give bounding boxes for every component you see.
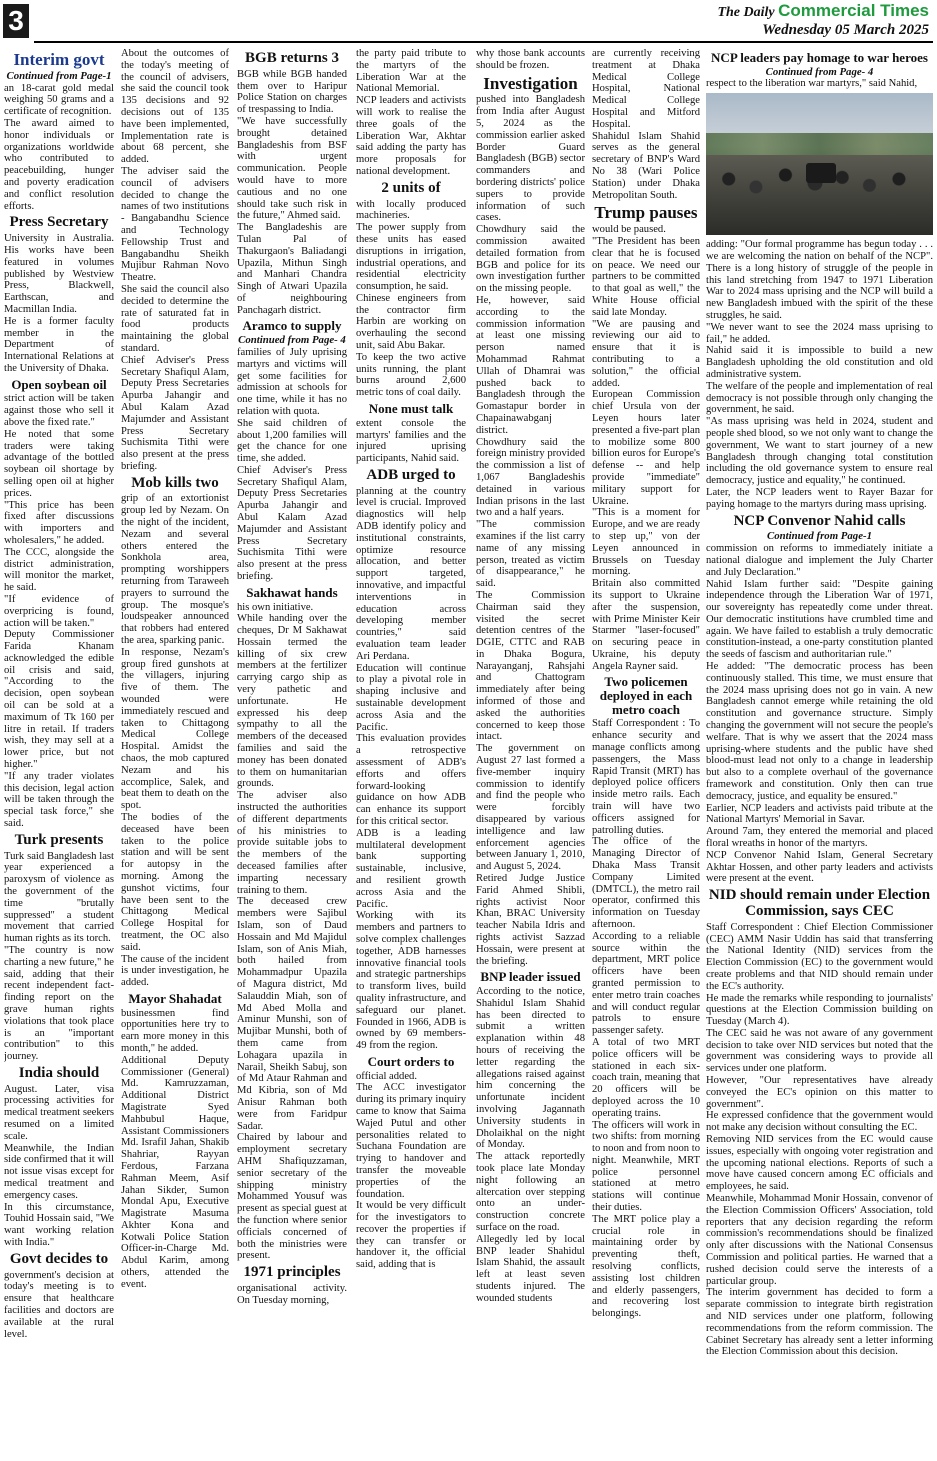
headline-aramco-to-supply: Aramco to supply [242, 318, 342, 334]
paragraph: The power supply from these units has eased disruptions in irrigation, industrial operations, and residential electricity consumption, he said. [356, 222, 466, 293]
paragraph: BGB while BGB handed them over to Haripur Police Station on charges of trespassing to India. [237, 68, 347, 116]
paragraph: Nahid said it is impossible to build a new Bangladesh upholding the old constitution and old administrative system. [706, 345, 933, 380]
paragraph: Britain also committed its support to Ukraine after the suspension, with Prime Minister Keir Starmer "laser-focused" on securing peace in Ukraine, his deputy Angela Rayner said. [592, 578, 700, 672]
paragraph: She said children of about 1,200 families will get the chance for one time, she added. [237, 417, 347, 465]
paragraph: respect to the liberation war martyrs," said Nahid, [706, 78, 918, 90]
paragraph: grip of an extortionist group led by Nezam. On the night of the incident, Nezam and several others entered the Sonkhola area, prompting worshippers returning from Taraweeh prayers to surround the group. The mosque's loudspeaker announced that robbers had entered the area, sparking panic. [121, 493, 229, 646]
headline-govt-decides-to: Govt decides to [9, 1250, 109, 1267]
paragraph: The deceased crew members were Sajibul Islam, son of Daud Hossain and Md Majidul Islam, son of Anis Miah, both hailed from Mohammadpur Upazila of Magura district, Md Salauddin Miah, son of Md Abed Molla and Aminur Munshi, son of Mujibar Munshi, both of them came from Lohagara upazila in Narail, Sheikh Sabuj, son of Md Ataur Rahman and Md Kibria, son of Md Anisur Rahman both were from Faridpur Sadar. [237, 896, 347, 1132]
continued-note: Continued from Page-1 [6, 69, 112, 82]
paragraph: According to the notice, Shahidul Islam Shahid has been directed to submit a written explanation within 48 hours of receiving the letter regarding the allegations raised against him concerning the unfortunate incident involving Jagannath University students in Dholaikhal on the night of Monday. [476, 986, 585, 1151]
paragraph: He added: "The democratic process has been continuously stalled. This time, we must ensure that the 2024 mass uprising does not go in vain. A new Bangladesh cannot emerge while retaining the old constitution and governance structure. Simply changing the government will not secure the people's welfare. That is why we assert that the 2024 mass uprising-where students and the public have shed blood-must lead not only to a change in leadership but also to a complete overhaul of the governance framework and constitution. Only then can true democracy, justice, and equality be ensured." [706, 661, 933, 802]
headline-ncp-convenor-nahid-calls: NCP Convenor Nahid calls [733, 512, 906, 529]
paragraph: Staff Correspondent : To enhance security and manage conflicts among passengers, the Mass Rapid Transit (MRT) has deployed police officers inside metro rails. Each train will have two officers assigned for patrolling duties. [592, 718, 700, 836]
paragraph: commission on reforms to immediately initiate a national dialogue and implement the July Charter and July Declaration." [706, 543, 933, 578]
brand-prefix: The Daily [717, 5, 779, 20]
paragraph: According to a reliable source within the department, MRT police officers have been granted permission to enter metro train coaches and will conduct regular patrols to ensure passenger safety. [592, 930, 700, 1037]
paragraph: Chief Adviser's Press Secretary Shafiqul Alam, Deputy Press Secretaries Apurba Jahangir and Abul Kalam Azad Majumder and Assistant Press Secretary Suchismita Tithi were also present at the press briefing. [237, 464, 347, 583]
paragraph: "As mass uprising was held in 2024, student and people shed blood, so we not only want to change the government, We want to start journey of a new Bangladesh through changing total constitution including the old governance system to ensure real democracy, justice and equality," he continued. [706, 416, 933, 487]
header-rule [34, 41, 933, 43]
paragraph: organisational activity. On Tuesday morning, [237, 1282, 347, 1306]
ncp-leaders-press-photo [706, 93, 933, 235]
paragraph: Deputy Commissioner Farida Khanam acknowledged the edible oil crisis and said, "According to the decision, open soybean oil can be sold at a maximum of Tk 160 per litre in retail. If traders wish, they may sell at a lower price, but not higher." [4, 629, 114, 771]
paragraph: The cause of the incident is under investigation, he added. [121, 953, 229, 989]
paragraph: Chinese engineers from the contractor firm Harbin are working on overhauling the second unit, said Abu Bakar. [356, 292, 466, 352]
headline-mayor-shahadat: Mayor Shahadat [128, 990, 222, 1006]
paragraph: Later, the NCP leaders went to Rayer Bazar for paying homage to the martyrs during mass uprising. [706, 486, 933, 510]
headline-mob-kills-two: Mob kills two [131, 474, 219, 491]
paragraph: While handing over the cheques, Dr M Sakhawat Hossain termed the killing of six crew members at the fertilizer carrying cargo ship as very pathetic and unfortunate. He expressed his deep sympathy to all the members of the deceased families and said the money has been donated to them on humanitarian grounds. [237, 613, 347, 790]
microphone-icon [806, 163, 836, 183]
paragraph: Nahid Islam further said: "Despite gaining independence through the Liberation War of 1971, our sovereignty has repeatedly come under threat. Our democratic institutions have crumbled time and again. We have failed to establish a truly democratic constitution-instead, a one-party constitution planted the seeds of fascism and authoritarian rule." [706, 578, 933, 661]
paragraph: Chief Adviser's Press Secretary Shafiqul Alam, Deputy Press Secretaries Apurba Jahangir and Abul Kalam Azad Majumder and Assistant Press Secretary Suchismita Tithi were also present at the press briefing. [121, 354, 229, 472]
headline-two-policemen-deployed: Two policemen deployed in each metro coach [599, 674, 693, 717]
paragraph: Around 7am, they entered the memorial and placed floral wreaths in honor of the martyrs. [706, 826, 933, 850]
paragraph: In response, Nezam's group fired gunshots at the villagers, injuring five of them. The wounded were immediately rescued and taken to Chittagong Medical College Hospital. Amidst the chaos, the mob captured Nezam and his accomplice, Salek, and beat them to death on the spot. [121, 646, 229, 812]
paragraph: the party paid tribute to the martyrs of the Liberation War at the National Memorial. [356, 48, 466, 95]
paragraph: Removing NID services from the EC would cause issues, especially with ongoing voter registration and the upcoming national elections. Reports of such a move have caused concern among EC officials and employees, he said. [706, 1134, 933, 1193]
paragraph: Allegedly led by local BNP leader Shahidul Islam Shahid, the assault left at least seven students injured. The wounded students [476, 1233, 585, 1304]
paragraph: "The President has been clear that he is focused on peace. We need our partners to be committed to that goal as well," the White House official said late Monday. [592, 236, 700, 318]
continued-note: Continued from Page-1 [767, 530, 872, 543]
paragraph: why those bank accounts should be frozen. [476, 48, 585, 71]
paragraph: "If any trader violates this decision, legal action will be taken through the special task force," she said. [4, 770, 114, 830]
paragraph: The MRT police play a crucial role in maintaining order by preventing theft, resolving conflicts, assisting lost children and elderly passengers, and recovering lost belongings. [592, 1213, 700, 1320]
paragraph: "This is a moment for Europe, and we are ready to step up," von der Leyen announced in Brussels on Tuesday morning. [592, 507, 700, 578]
paragraph: In this circumstance, Touhid Hossain said, "We want working relation with India." [4, 1201, 114, 1249]
headline-none-must-talk: None must talk [368, 401, 454, 417]
column-1 [4, 48, 114, 1453]
paragraph: with locally produced machineries. [356, 198, 466, 222]
paragraph: He, however, said according to the commission information at least one missing person named Mohammad Rahmat Ullah of Dhamrai was pushed back to Bangladesh through the Gomastapur border in Chapainawabganj district. [476, 294, 585, 436]
headline-bnp-leader-issued: BNP leader issued [480, 969, 581, 985]
headline-trump-pauses: Trump pauses [594, 203, 698, 223]
paragraph: "We have successfully brought detained Bangladeshis from BSF with urgent communication. People would have to more cautious and no one should take such risk in the future," Ahmed said. [237, 115, 347, 222]
headline-bgb-returns: BGB returns 3 [245, 50, 339, 66]
paragraph: "We never want to see the 2024 mass uprising to fail," he added. [706, 321, 933, 345]
paragraph: Chowdhury said the commission awaited detailed formation from BGB and police for its own investigation further on the missing people. [476, 224, 585, 295]
paragraph: A total of two MRT police officers will be stationed in each six-coach train, meaning that 20 officers will be deployed across the 10 operating trains. [592, 1036, 700, 1119]
paragraph: Shahidul Islam Shahid serves as the general secretary of BNP's Ward No 38 (Wari Police Station) under Dhaka Metropolitan South. [592, 130, 700, 201]
brand-name: Commercial Times [778, 1, 929, 20]
headline-court-orders-to: Court orders to [367, 1053, 455, 1069]
headline-1971-principles: 1971 principles [243, 1264, 341, 1281]
paragraph: The CEC said he was not aware of any government decision to take over NID services but noted that the government was considering ways to provide all services under one platform. [706, 1027, 933, 1075]
paragraph: Additional Deputy Commissioner (General) Md. Kamruzzaman, Additional District Magistrate Syed Mahbubul Haque, Assistant Commissioners Md. Israfil Jahan, Shakib Shahriar, Rayyan Ferdous, Farzana Rahman Meem, Asif Jahan Sikder, Sumon Mondal Apu, Executive Magistrate Masuma Akhter Kona and Kotwali Police Station Officer-in-Charge Md. Abdul Karim, among others, attended the event. [121, 1054, 229, 1290]
paragraph: Working with its members and partners to solve complex challenges together, ADB harnesses innovative financial tools and strategic partnerships to transform lives, build quality infrastructure, and safeguard our planet. Founded in 1966, ADB is owned by 69 members-49 from the region. [356, 910, 466, 1052]
paragraph: University in Australia. His works have been featured in volumes published by Westview Press, Blackwell, Earthscan, and Macmillan India. [4, 233, 114, 315]
newspaper-brand [717, 1, 929, 21]
paragraph: NCP leaders and activists will work to realise the three goals of the Liberation War, Akhtar said adding the party has more proposals for national development. [356, 95, 466, 177]
paragraph: The Bangladeshis are Tulan Pal of Thakurgaon's Baliadangi Upazila, Mithun Singh and Manhari Chandra Singh of Atwari Upazila of neighbouring Panchagarh district. [237, 222, 347, 316]
paragraph: This evaluation provides a retrospective assessment of ADB's efforts and offers forward-looking guidance on how ADB can enhance its support for this critical sector. [356, 733, 466, 827]
paragraph: businessmen find opportunities here try to earn more money in this month," he added. [121, 1007, 229, 1054]
continued-note: Continued from Page- 4 [238, 334, 346, 347]
paragraph: To keep the two active units running, the plant burns around 2,600 metric tons of coal daily. [356, 351, 466, 399]
paragraph: The ACC investigator during its primary inquiry came to know that Saima Wajed Putul and other personalities related to Suchana Foundation are trying to handover and transfer the moveable properties of the foundation. [356, 1082, 466, 1200]
headline-press-secretary: Press Secretary [9, 214, 109, 231]
paragraph: The Commission Chairman said they visited the secret detention centres of the DGIE, CTTC and RAB in Dhaka Bogura, Narayanganj, Rahsjahi and Chattogram immediately after being informed of those and asked the authorities concerned to keep those intact. [476, 589, 585, 743]
paragraph: planning at the country level is crucial. Improved diagnostics will help ADB identify policy and institutional constraints, optimize resource allocation, and better support targeted, innovative, and impactful interventions in education across developing member countries," said evaluation team leader Ari Perdana. [356, 485, 466, 662]
paragraph: NCP Convenor Nahid Islam, General Secretary Akhtar Hossen, and other party leaders and activists were present at the event. [706, 849, 933, 885]
paragraph: Earlier, NCP leaders and activists paid tribute at the National Martyrs' Memorial in Savar. [706, 802, 933, 826]
paragraph: Chowdhury said the foreign ministry provided the commission a list of 1,067 Bangladeshis detained in various Indian prisons in the last two and a half years. [476, 436, 585, 519]
paragraph: Meanwhile, Mohammad Monir Hossain, convenor of the Election Commission Officers' Association, told reporters that any decision regarding the reform commission's recommendations should be finalized only after discussions with the National Consensus Commission and political parties. He warned that a rushed decision could serve the interests of a particular group. [706, 1193, 933, 1287]
paragraph: Turk said Bangladesh last year experienced a paroxysm of violence as the government of the time "brutally suppressed" a student movement that carried human rights as its torch. [4, 850, 114, 945]
column-4 [356, 48, 466, 1453]
column-3 [237, 48, 347, 1453]
headline-investigation: Investigation [483, 73, 578, 93]
column-6 [592, 48, 700, 1453]
paragraph: He expressed confidence that the government would not make any decision without consulting the EC. [706, 1110, 933, 1134]
paragraph: strict action will be taken against those who sell it above the fixed rate." [4, 393, 114, 428]
paragraph: Meanwhile, the Indian side confirmed that it will not issue visas except for medical treatment and emergency cases. [4, 1142, 114, 1201]
paragraph: an 18-carat gold medal weighing 50 grams and a certificate of recognition. [4, 82, 114, 118]
paragraph: official added. [356, 1070, 417, 1082]
headline-adb-urged-to: ADB urged to [366, 466, 456, 483]
paragraph: Staff Correspondent : Chief Election Commissioner (CEC) AMM Nasir Uddin has said that transferring the National Identity (NID) services from the Election Commission (EC) to the government would create problems and that NID should remain under the EC's authority. [706, 921, 933, 992]
paragraph: The attack reportedly took place late Monday night following an altercation over stepping onto an under-construction concrete surface on the road. [476, 1151, 585, 1233]
paragraph: The government on August 27 last formed a five-member inquiry commission to identify and find the people who were forcibly disappeared by various intelligence and law enforcement agencies between January 1, 2010, and August 5, 2024. [476, 743, 585, 873]
paragraph: extent console the martyrs' families and the injured uprising participants, Nahid said. [356, 417, 466, 465]
column-2 [121, 48, 229, 1453]
paragraph: He is a former faculty member in the Department of International Relations at the University of Dhaka. [4, 315, 114, 374]
paragraph: The interim government has decided to form a separate commission to integrate birth registration and NID services under one platform, following recommendations from the reform commission. The Cabinet Secretary has already sent a letter informing the Election Commission about this decision. [706, 1287, 933, 1358]
paragraph: Chaired by labour and employment secretary AHM Shafiquzzaman, senior secretary of the shipping ministry Mohammed Yousuf was present as special guest at the function where senior officials concerned of both the ministries were present. [237, 1132, 347, 1262]
paragraph: The welfare of the people and implementation of real democracy is not possible through only changing the government, he said. [706, 380, 933, 416]
headline-ncp-leaders-pay-homage: NCP leaders pay homage to war heroes [711, 50, 928, 65]
headline-interim-govt: Interim govt [13, 50, 105, 69]
headline-open-soybean-oil: Open soybean oil [11, 376, 107, 392]
column-5 [476, 48, 585, 1453]
paragraph: The adviser also instructed the authorities of different departments of his ministries to provide suitable jobs to the members of the deceased families after imparting necessary training to them. [237, 790, 347, 896]
paragraph: his own initiative. [237, 601, 314, 613]
paragraph: European Commission chief Ursula von der Leyen hours later presented a five-part plan to mobilize some 800 billion euros for Europe's defense -- and help provide "immediate" military support for Ukraine. [592, 389, 700, 507]
page-number-box: 3 [3, 4, 29, 38]
headline-nid-should-remain: NID should remain under Election Commission, says CEC [708, 887, 931, 919]
paragraph: The officers will work in two shifts: from morning to noon and from noon to night. Meanwhile, MRT police personnel stationed at metro stations will continue their duties. [592, 1119, 700, 1214]
paragraph: The office of the Managing Director of Dhaka Mass Transit Company Limited (DMTCL), the metro rail operator, confirmed this information on Tuesday afternoon. [592, 836, 700, 930]
issue-date: Wednesday 05 March 2025 [762, 22, 929, 38]
paragraph: It would be very difficult for the investigators to recover the properties if they can transfer or handover it, the official said, adding that is [356, 1200, 466, 1271]
column-7 [706, 48, 933, 1453]
paragraph: About the outcomes of the today's meeting of the council of advisers, she said the council took 135 decisions and 92 decisions out of 135 have been implemented, Implementation rate is about 68 percent, she added. [121, 48, 229, 166]
paragraph: adding: "Our formal programme has begun today . . . we are welcoming the nation on behalf of the NCP". There is a long history of struggle of the people in this land stretching from 1947 to 1971 Liberation War to 2024 mass uprising and the NCP will build a new Bangladesh imbued with the spirit of the these struggles, he said. [706, 239, 933, 322]
masthead [0, 0, 937, 44]
paragraph: The bodies of the deceased have been taken to the police station and will be sent for autopsy in the morning. Among the gunshot victims, four have been sent to the Chittagong Medical College Hospital for treatment, the OC also said. [121, 811, 229, 953]
paragraph: government's decision at today's meeting is to ensure that healthcare facilities and doctors are available at the rural level. [4, 1269, 114, 1340]
paragraph: The adviser said the council of advisers decided to change the names of two institutions - Bangabandhu Science and Technology Fellowship Trust and Bangabandhu Sheikh Mujibur Rahman Novo Theatre. [121, 165, 229, 284]
paragraph: The award aimed to honor individuals or organizations worldwide who contributed to peacebuilding, hunger and poverty eradication and conflict resolution efforts. [4, 118, 114, 212]
headline-sakhawat-hands: Sakhawat hands [246, 584, 338, 600]
paragraph: However, "Our representatives have already conveyed the EC's opinion on this matter to government". [706, 1075, 933, 1110]
headline-turk-presents: Turk presents [14, 831, 104, 848]
paragraph: are currently receiving treatment at Dhaka Medical College Hospital, National Medical College Hospital and Mitford Hospital. [592, 48, 700, 130]
paragraph: She said the council also decided to determine the rate of saturated fat in food products maintaining the global standard. [121, 283, 229, 354]
paragraph: families of July uprising martyrs and victims will get some facilities for admission at schools for one time, while it has no relation with quota. [237, 346, 347, 417]
paragraph: He noted that some traders were taking advantage of the bottled soybean oil shortage by selling open oil at higher prices. [4, 428, 114, 499]
paragraph: "We are pausing and reviewing our aid to ensure that it is contributing to a solution," the official added. [592, 318, 700, 389]
paragraph: "The country is now charting a new future," he said, adding that their recent independent fact-finding report on the grave human rights violations that took place is an "important contribution" to this journey. [4, 944, 114, 1063]
paragraph: "This price has been fixed after discussions with importers and wholesalers," he added. [4, 499, 114, 546]
paragraph: August. Later, visa processing activities for medical treatment seekers resumed on a limited scale. [4, 1083, 114, 1142]
paragraph: He made the remarks while responding to journalists' questions at the Election Commission building on Tuesday (March 4). [706, 992, 933, 1028]
headline-india-should: India should [18, 1064, 100, 1081]
continued-note: Continued from Page- 4 [765, 65, 874, 78]
paragraph: would be paused. [592, 224, 666, 236]
paragraph: "If evidence of overpricing is found, action will be taken." [4, 593, 114, 629]
paragraph: pushed into Bangladesh from India after August 5, 2024 as the commission earlier asked Border Guard Bangladesh (BGB) sector commanders and bordering districts' police supers to provide information of such cases. [476, 94, 585, 224]
paragraph: Education will continue to play a pivotal role in shaping inclusive and sustainable development across Asia and the Pacific. [356, 662, 466, 733]
paragraph: The CCC, alongside the district administration, will monitor the market, he said. [4, 546, 114, 594]
paragraph: Retired Judge Justice Farid Ahmed Shibli, rights activist Noor Khan, BRAC University teacher Nabila Idris and rights activist Sazzad Hossain, were present at the briefing. [476, 873, 585, 967]
paragraph: "The commission examines if the list carry name of any missing person, treated as victim of disappearance," he said. [476, 519, 585, 590]
paragraph: ADB is a leading multilateral development bank supporting sustainable, inclusive, and resilient growth across Asia and the Pacific. [356, 827, 466, 910]
headline-2-units-of: 2 units of [381, 179, 441, 196]
